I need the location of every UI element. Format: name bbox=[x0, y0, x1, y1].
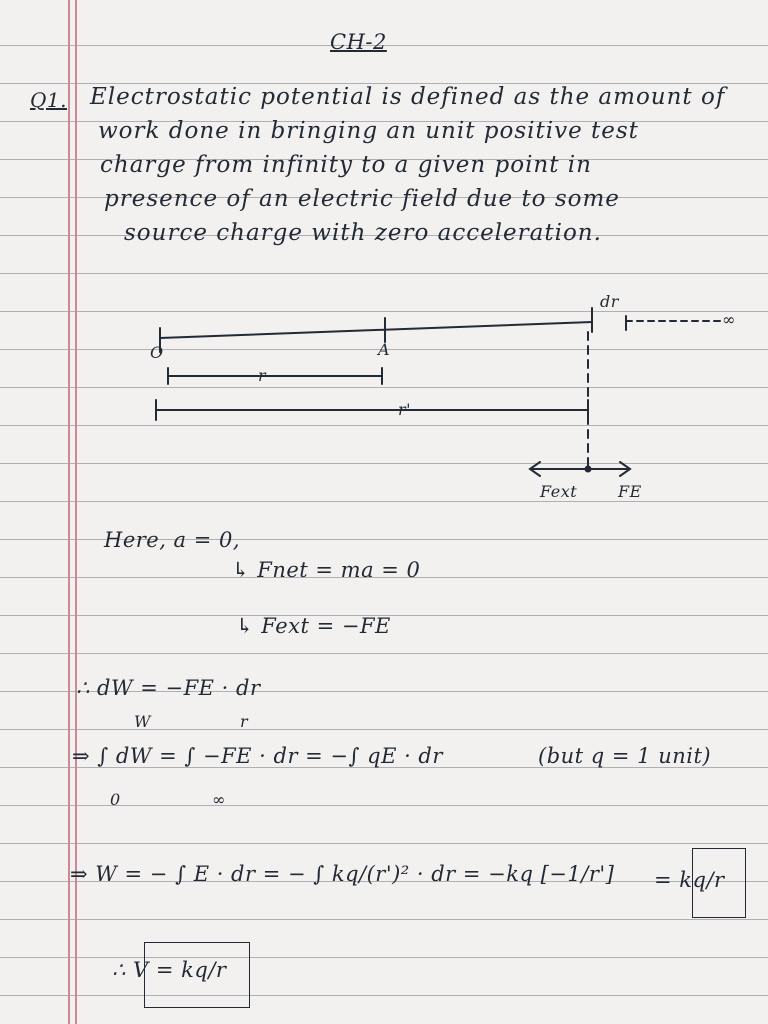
work-result: = kq/r bbox=[654, 868, 725, 892]
infinity-label: ∞ bbox=[722, 310, 736, 329]
question-label: Q1. bbox=[30, 88, 67, 112]
main-line bbox=[160, 322, 592, 338]
int-lower-inf: ∞ bbox=[212, 790, 226, 809]
definition-line-3: charge from infinity to a given point in bbox=[100, 152, 592, 178]
point-a-label: A bbox=[378, 340, 391, 359]
definition-line-5: source charge with zero acceleration. bbox=[124, 220, 602, 246]
dr-label: dr bbox=[600, 292, 619, 311]
integral-line: ⇒ ∫ dW = ∫ −FE · dr = −∫ qE · dr bbox=[72, 744, 443, 768]
r-label: r bbox=[258, 366, 267, 385]
here-line: Here, a = 0, bbox=[104, 528, 241, 552]
work-line: ⇒ W = − ∫ E · dr = − ∫ kq/(r')² · dr = −kq [−1/r'] bbox=[70, 862, 615, 886]
definition-line-4: presence of an electric field due to some bbox=[104, 186, 620, 212]
int-upper-w: W bbox=[134, 712, 151, 731]
fext-line: ↳ Fext = −FE bbox=[236, 614, 391, 638]
origin-label: O bbox=[150, 343, 164, 362]
definition-line-1: Electrostatic potential is defined as the amount of bbox=[90, 84, 726, 110]
final-result: ∴ V = kq/r bbox=[112, 958, 227, 982]
unit-note: (but q = 1 unit) bbox=[538, 744, 712, 768]
int-lower-0: 0 bbox=[110, 790, 121, 809]
definition-line-2: work done in bringing an unit positive test bbox=[98, 118, 639, 144]
r-prime-label: r' bbox=[398, 400, 412, 419]
fnet-line: ↳ Fnet = ma = 0 bbox=[232, 558, 421, 582]
dw-line: ∴ dW = −FE · dr bbox=[76, 676, 261, 700]
int-upper-r: r bbox=[240, 712, 249, 731]
chapter-heading: CH-2 bbox=[330, 30, 387, 54]
force-ext-label: Fext bbox=[540, 482, 578, 501]
force-e-label: FE bbox=[618, 482, 642, 501]
